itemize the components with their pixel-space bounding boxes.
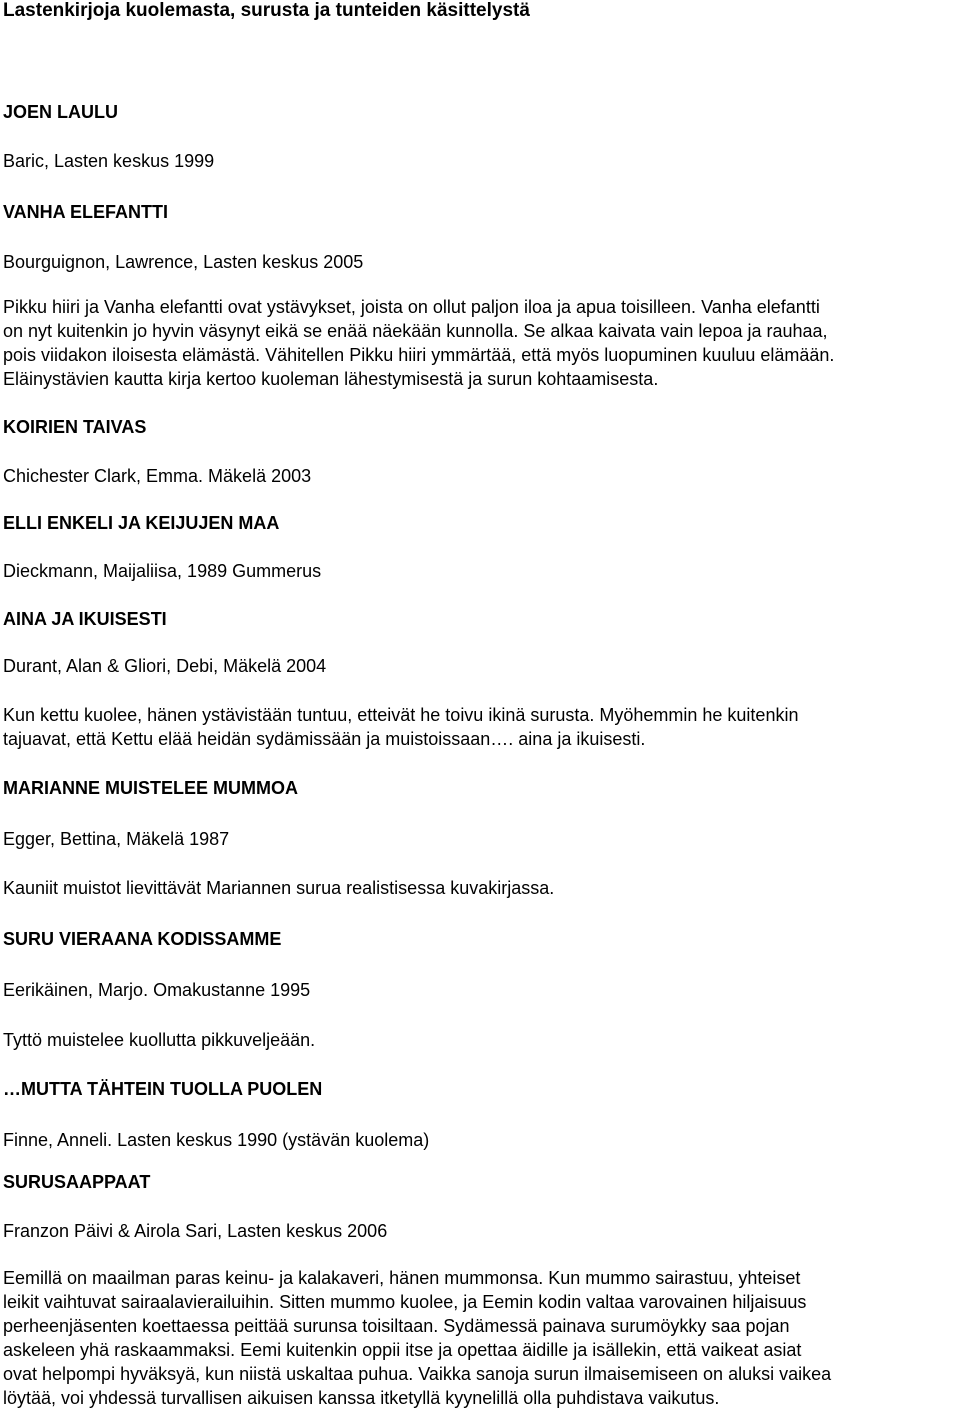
book-description [3, 703, 798, 751]
description-line: Kun kettu kuolee, hänen ystävistään tuntuu, etteivät he toivu ikinä surusta. Myöhemmin he kuitenkin [3, 705, 799, 725]
description-line: askeleen yhä raskaammaksi. Eemi kuitenkin oppii itse ja opettaa äidille ja isällekin, että vaikeat asiat [3, 1340, 802, 1360]
book-citation: Egger, Bettina, Mäkelä 1987 [3, 829, 230, 849]
description-line: perheenjäsenten koettaessa peittää surunsa toisiltaan. Sydämessä painava surumöykky saa pojan [3, 1316, 790, 1336]
description-line: tajuavat, että Kettu elää heidän sydämissään ja muistoissaan…. aina ja ikuisesti. [3, 729, 646, 749]
book-description [3, 1028, 315, 1052]
book-title: ELLI ENKELI JA KEIJUJEN MAA [3, 513, 280, 533]
description-line: Kauniit muistot lievittävät Mariannen surua realistisessa kuvakirjassa. [3, 878, 555, 898]
book-citation: Durant, Alan & Gliori, Debi, Mäkelä 2004 [3, 656, 327, 676]
book-title: SURU VIERAANA KODISSAMME [3, 929, 282, 949]
book-title: AINA JA IKUISESTI [3, 609, 167, 629]
book-title: KOIRIEN TAIVAS [3, 417, 147, 437]
book-description [3, 1266, 831, 1410]
document-title: Lastenkirjoja kuolemasta, surusta ja tunteiden käsittelystä [3, 0, 530, 21]
book-description [3, 876, 554, 900]
book-title: VANHA ELEFANTTI [3, 202, 168, 222]
book-title: SURUSAAPPAAT [3, 1172, 151, 1192]
book-citation: Baric, Lasten keskus 1999 [3, 151, 215, 171]
book-description [3, 295, 834, 391]
description-line: Eläinystävien kautta kirja kertoo kuoleman lähestymisestä ja surun kohtaamisesta. [3, 369, 659, 389]
book-title: JOEN LAULU [3, 102, 119, 122]
description-line: leikit vaihtuvat sairaalavierailuihin. Sitten mummo kuolee, ja Eemin kodin valtaa varovainen hiljaisuus [3, 1292, 807, 1312]
description-line: pois viidakon iloisesta elämästä. Vähitellen Pikku hiiri ymmärtää, että myös luopuminen kuuluu elämään. [3, 345, 835, 365]
book-citation: Franzon Päivi & Airola Sari, Lasten keskus 2006 [3, 1221, 388, 1241]
book-citation: Chichester Clark, Emma. Mäkelä 2003 [3, 466, 312, 486]
book-citation: Bourguignon, Lawrence, Lasten keskus 2005 [3, 252, 364, 272]
description-line: Tyttö muistelee kuollutta pikkuveljeään. [3, 1030, 316, 1050]
book-title: MARIANNE MUISTELEE MUMMOA [3, 778, 298, 798]
book-title: …MUTTA TÄHTEIN TUOLLA PUOLEN [3, 1079, 323, 1099]
description-line: on nyt kuitenkin jo hyvin väsynyt eikä se enää näekään kunnolla. Se alkaa kaivata vain lepoa ja rauhaa, [3, 321, 828, 341]
book-citation: Finne, Anneli. Lasten keskus 1990 (ystävän kuolema) [3, 1130, 430, 1150]
book-citation: Dieckmann, Maijaliisa, 1989 Gummerus [3, 561, 322, 581]
description-line: Eemillä on maailman paras keinu- ja kalakaveri, hänen mummonsa. Kun mummo sairastuu, yhteiset [3, 1268, 801, 1288]
description-line: ovat helpompi hyväksyä, kun niistä uskaltaa puhua. Vaikka sanoja surun ilmaisemiseen on aluksi vaikea [3, 1364, 832, 1384]
description-line: löytää, voi yhdessä turvallisen aikuisen kanssa itketyllä kyynelillä olla puhdistava vaikutus. [3, 1388, 720, 1408]
book-citation: Eerikäinen, Marjo. Omakustanne 1995 [3, 980, 311, 1000]
description-line: Pikku hiiri ja Vanha elefantti ovat ystävykset, joista on ollut paljon iloa ja apua toisilleen. Vanha elefantti [3, 297, 820, 317]
